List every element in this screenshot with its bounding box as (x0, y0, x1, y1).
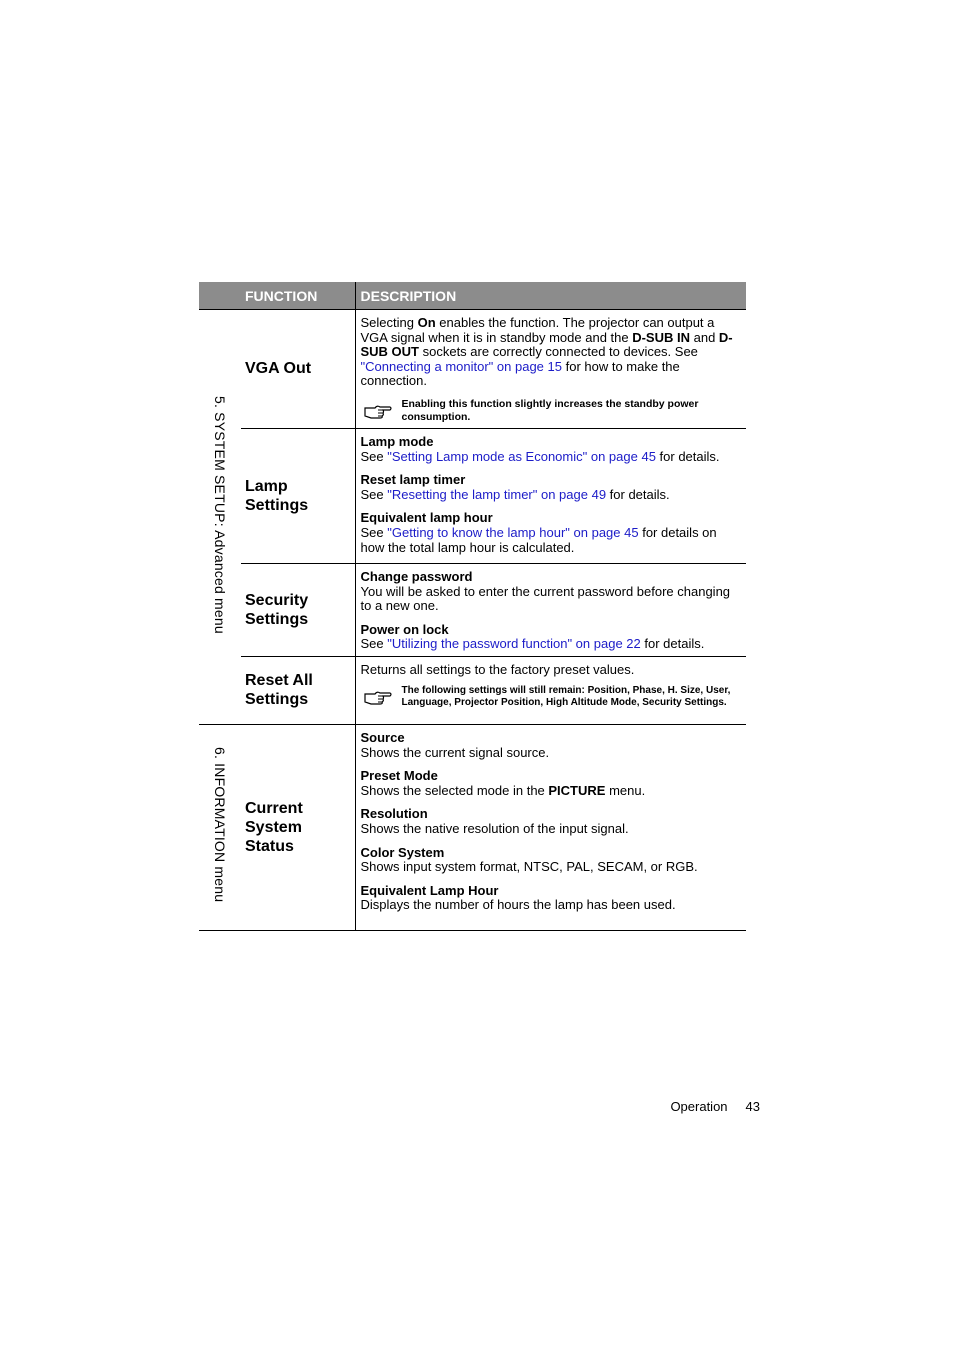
footer-section: Operation (670, 1099, 728, 1114)
description-current-system-status: Source Shows the current signal source. Preset Mode Shows the selected mode in the PICTURE menu. Resolution Shows the native resolution of the input signal. Color System Shows input system format, NTSC, PAL, SECAM, or RGB. Equivalent Lamp Hour Displays the number of hours the lamp has been used. (355, 724, 746, 930)
link-reset-lamp-timer[interactable]: "Resetting the lamp timer" on page 49 (387, 486, 607, 502)
section-system-setup (199, 310, 241, 725)
function-vga-out: VGA Out (245, 360, 312, 378)
section-label: 5. SYSTEM SETUP: Advanced menu (212, 395, 228, 634)
link-connecting-monitor[interactable]: "Connecting a monitor" on page 15 (360, 358, 562, 374)
description-lamp-settings: Lamp mode See "Setting Lamp mode as Economic" on page 45 for details. Reset lamp timer See "Resetting the lamp timer" on page 49 for details. Equivalent lamp hour See "Getting to know the lamp hour" on page 45 for details on how the total lamp hour is calculated. (355, 428, 746, 563)
header-function: FUNCTION (241, 282, 355, 310)
link-lamp-hour[interactable]: "Getting to know the lamp hour" on page 45 (387, 524, 639, 540)
table-row (199, 656, 746, 724)
description-reset-all-settings: Returns all settings to the factory preset values. The following settings will still remain: Position, Phase, H. Size, User, Language, Projector Position, High Altitude Mode, Security Settings. (355, 656, 746, 724)
table-row (199, 563, 746, 656)
link-lamp-mode[interactable]: "Setting Lamp mode as Economic" on page 45 (387, 448, 656, 464)
table-row (199, 310, 746, 429)
function-current-system-status: Current System Status (241, 724, 355, 930)
function-lamp-settings: Lamp Settings (241, 428, 355, 563)
header-blank (199, 282, 241, 310)
note-text: Enabling this function slightly increases the standby power consumption. (401, 397, 699, 423)
table-header (199, 282, 746, 310)
header-description: DESCRIPTION (355, 282, 746, 310)
pointing-hand-icon (363, 687, 393, 707)
link-password-function[interactable]: "Utilizing the password function" on page 22 (387, 636, 641, 652)
page-footer (670, 1099, 760, 1114)
table-row (199, 428, 746, 563)
settings-table (199, 282, 746, 931)
table-row (199, 724, 746, 930)
section-information (199, 724, 241, 930)
note (361, 398, 741, 424)
section-label: 6. INFORMATION menu (212, 747, 228, 903)
function-security-settings: Security Settings (241, 563, 355, 656)
description-vga-out: Selecting On enables the function. The projector can output a VGA signal when it is in standby mode and the D-SUB IN and D-SUB OUT sockets are correctly connected to devices. See "Connecting a monitor" on page 15 for how to make the connection. Enabling this function slightly increases the standby power consumption. (355, 310, 746, 429)
note (361, 685, 741, 711)
pointing-hand-icon (363, 401, 393, 421)
function-reset-all-settings: Reset All Settings (241, 656, 355, 724)
description-security-settings: Change password You will be asked to enter the current password before changing to a new one. Power on lock See "Utilizing the password function" on page 22 for details. (355, 563, 746, 656)
note-text: The following settings will still remain: Position, Phase, H. Size, User, Language, Projector Position, High Altitude Mode, Security Settings. (401, 684, 731, 709)
page-number: 43 (745, 1099, 760, 1114)
